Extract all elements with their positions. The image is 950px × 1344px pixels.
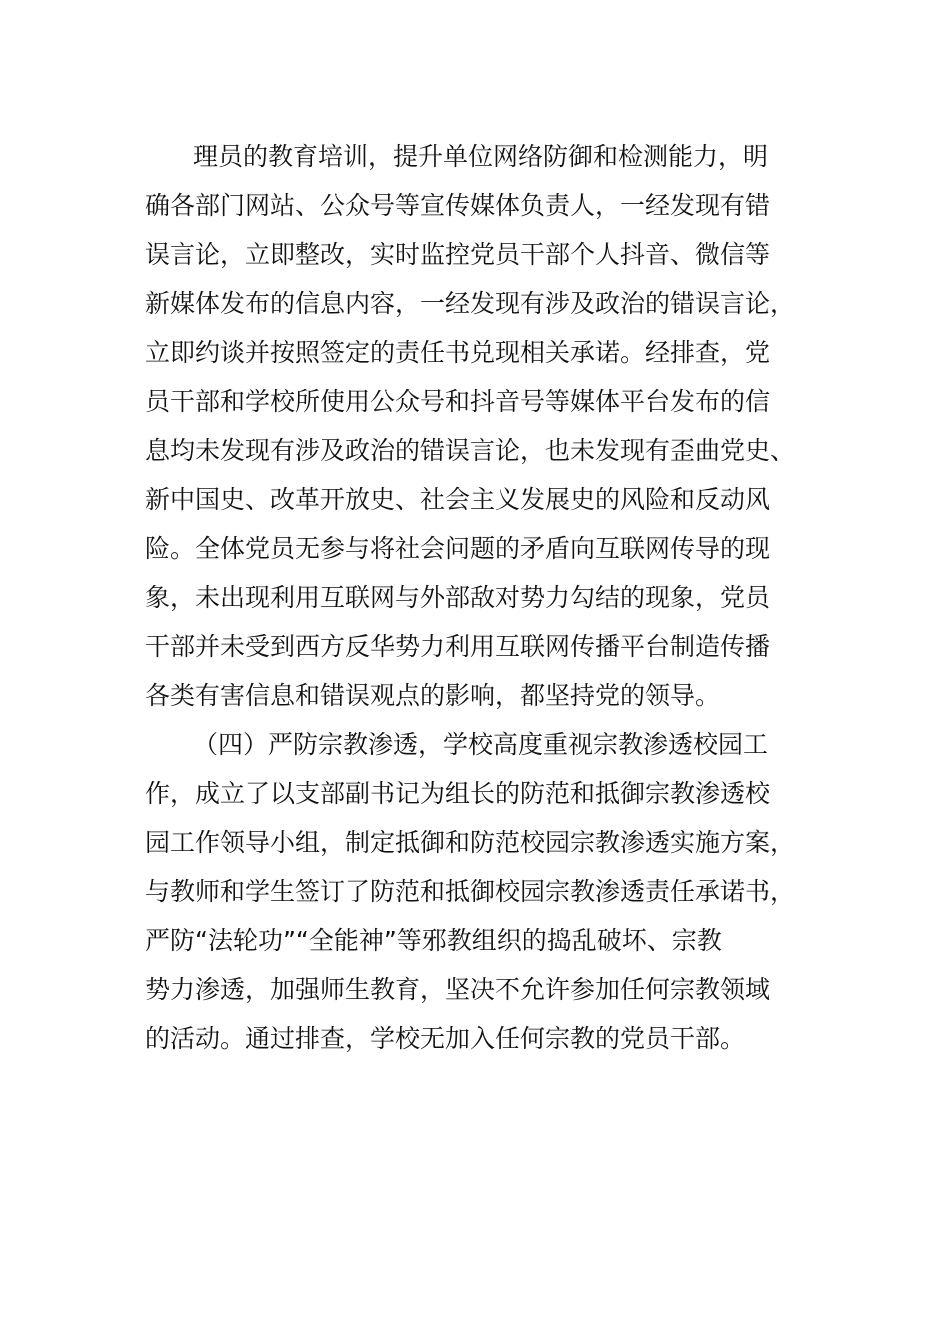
paragraph-1-line-7: 息均未发现有涉及政治的错误言论，也未发现有歪曲党史、 bbox=[145, 436, 796, 465]
paragraph-2-line-6: 势力渗透，加强师生教育，坚决不允许参加任何宗教领域 bbox=[145, 975, 771, 1004]
paragraph-2-line-3: 园工作领导小组，制定抵御和防范校园宗教渗透实施方案， bbox=[145, 828, 796, 857]
paragraph-2-line-4: 与教师和学生签订了防范和抵御校园宗教渗透责任承诺书， bbox=[145, 877, 796, 906]
paragraph-1-line-2: 确各部门网站、公众号等宣传媒体负责人，一经发现有错 bbox=[145, 191, 771, 220]
paragraph-1-line-6: 员干部和学校所使用公众号和抖音号等媒体平台发布的信 bbox=[145, 387, 771, 416]
paragraph-1-line-10: 象，未出现利用互联网与外部敌对势力勾结的现象，党员 bbox=[145, 583, 771, 612]
paragraph-1-line-3: 误言论，立即整改，实时监控党员干部个人抖音、微信等 bbox=[145, 240, 771, 269]
paragraph-1-line-1: 理员的教育培训，提升单位网络防御和检测能力，明 bbox=[193, 142, 769, 171]
paragraph-1-line-12: 各类有害信息和错误观点的影响，都坚持党的领导。 bbox=[145, 681, 721, 710]
paragraph-1-line-9: 险。全体党员无参与将社会问题的矛盾向互联网传导的现 bbox=[145, 534, 771, 563]
paragraph-2-line-1: （四）严防宗教渗透，学校高度重视宗教渗透校园工 bbox=[193, 730, 769, 759]
paragraph-2-line-2: 作，成立了以支部副书记为组长的防范和抵御宗教渗透校 bbox=[145, 779, 771, 808]
paragraph-1-line-4: 新媒体发布的信息内容，一经发现有涉及政治的错误言论， bbox=[145, 289, 796, 318]
paragraph-2-line-5: 严防“法轮功”“全能神”等邪教组织的捣乱破坏、宗教 bbox=[145, 926, 722, 955]
paragraph-1-line-8: 新中国史、改革开放史、社会主义发展史的风险和反动风 bbox=[145, 485, 771, 514]
paragraph-1-line-11: 干部并未受到西方反华势力利用互联网传播平台制造传播 bbox=[145, 632, 771, 661]
paragraph-2-line-7: 的活动。通过排查，学校无加入任何宗教的党员干部。 bbox=[145, 1024, 746, 1053]
paragraph-1-line-5: 立即约谈并按照签定的责任书兑现相关承诺。经排查，党 bbox=[145, 338, 771, 367]
